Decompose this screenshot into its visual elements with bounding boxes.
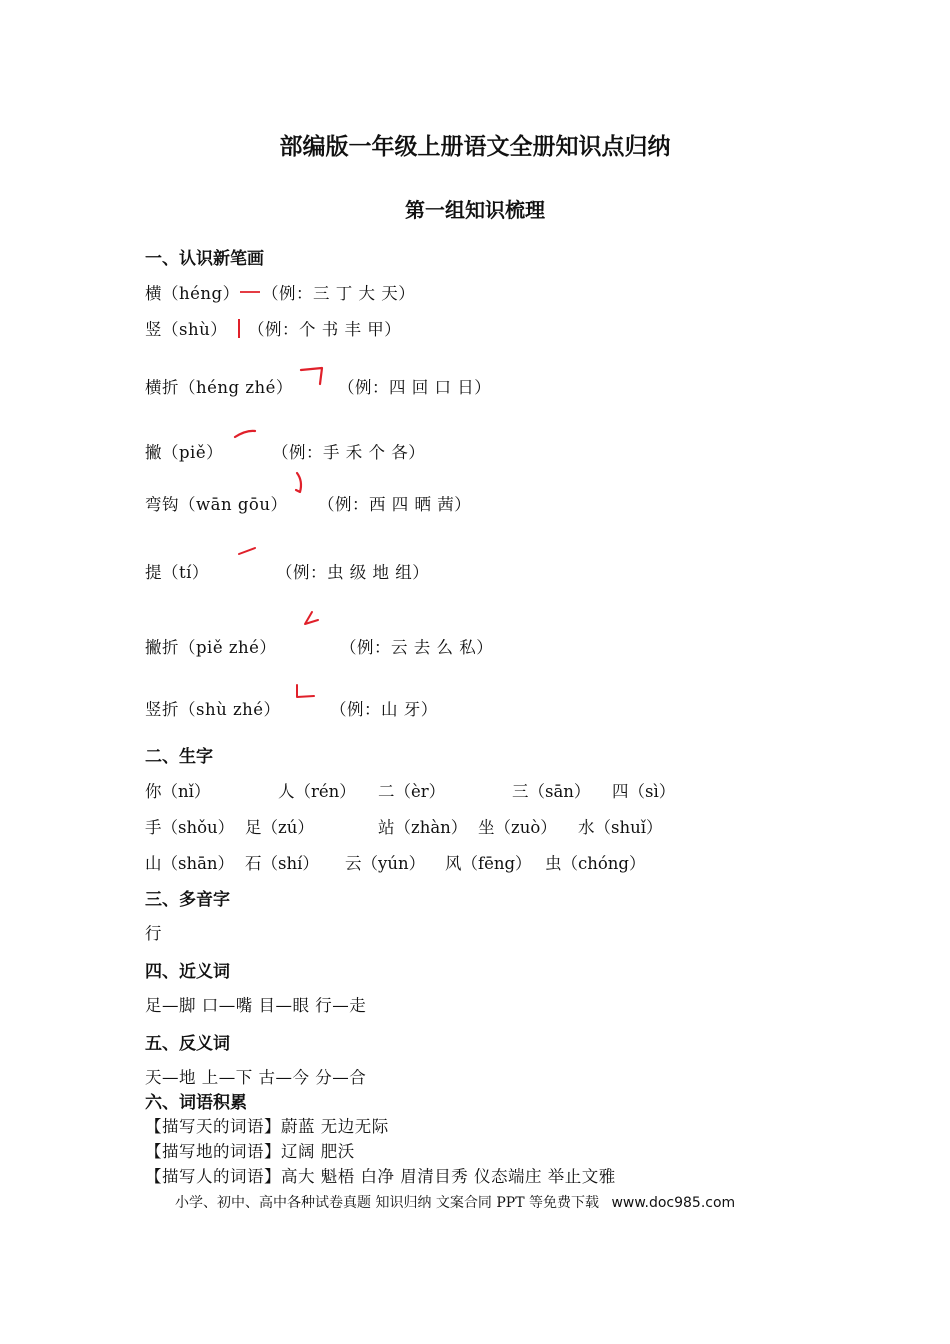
page-subtitle: 第一组知识梳理	[405, 198, 545, 222]
stroke-name: 横（héng）	[145, 284, 240, 303]
stroke-example: （例：山 牙）	[330, 700, 438, 719]
stroke-row-piezhe	[145, 634, 276, 658]
antonym-text: 天—地 上—下 古—今 分—合	[145, 1068, 367, 1087]
polyphone-text: 行	[145, 924, 162, 943]
stroke-example: （例：个 书 丰 甲）	[248, 320, 402, 339]
stroke-example: （例：虫 级 地 组）	[276, 563, 430, 582]
char-cell: 水（shuǐ）	[578, 818, 663, 837]
footer-text: 小学、初中、高中各种试卷真题 知识归纳 文案合同 PPT 等免费下载	[175, 1195, 599, 1211]
char-cell: 二（èr）	[378, 782, 446, 801]
vocab-line: 【描写人的词语】高大 魁梧 白净 眉清目秀 仪态端庄 举止文雅	[145, 1167, 616, 1186]
stroke-row-shuzhe	[145, 696, 281, 720]
page-title: 部编版一年级上册语文全册知识点归纳	[279, 134, 671, 160]
stroke-name: 撇折（piě zhé）	[145, 638, 277, 657]
char-cell: 你（nǐ）	[145, 782, 211, 801]
stroke-piezhe-icon	[300, 609, 322, 631]
section-heading-antonyms: 五、反义词	[145, 1034, 230, 1054]
stroke-example: （例：四 回 口 日）	[338, 378, 492, 397]
section-heading-polyphones: 三、多音字	[145, 890, 230, 910]
stroke-ti-icon	[236, 545, 258, 557]
char-cell: 风（fēng）	[445, 854, 532, 873]
char-cell: 云（yún）	[345, 854, 426, 873]
stroke-row-hengzhe	[145, 374, 293, 398]
char-cell: 虫（chóng）	[545, 854, 646, 873]
stroke-hengzhe-icon	[298, 364, 328, 388]
section-heading-strokes: 一、认识新笔画	[145, 249, 264, 269]
char-cell: 四（sì）	[612, 782, 676, 801]
stroke-name: 竖折（shù zhé）	[145, 700, 281, 719]
stroke-name: 提（tí）	[145, 563, 209, 582]
stroke-row-wangou	[145, 491, 287, 515]
section-heading-new-chars: 二、生字	[145, 747, 213, 767]
stroke-row-ti	[145, 559, 209, 583]
stroke-name: 横折（héng zhé）	[145, 378, 293, 397]
stroke-row-pie	[145, 439, 223, 463]
stroke-heng-icon	[238, 286, 262, 298]
char-cell: 石（shí）	[245, 854, 319, 873]
stroke-example: （例：三 丁 大 天）	[262, 284, 416, 303]
char-cell: 山（shān）	[145, 854, 235, 873]
section-heading-vocab: 六、词语积累	[145, 1093, 247, 1113]
stroke-row-heng	[145, 280, 240, 304]
footer-link[interactable]: www.doc985.com	[611, 1195, 736, 1211]
char-cell: 三（sān）	[512, 782, 591, 801]
char-cell: 足（zú）	[245, 818, 314, 837]
stroke-name: 弯钩（wān gōu）	[145, 495, 288, 514]
stroke-shuzhe-icon	[292, 682, 318, 702]
stroke-example: （例：云 去 么 私）	[340, 638, 494, 657]
stroke-name: 竖（shù）	[145, 320, 228, 339]
stroke-shu-icon	[232, 316, 246, 340]
synonym-text: 足—脚 口—嘴 目—眼 行—走	[145, 996, 367, 1015]
char-cell: 手（shǒu）	[145, 818, 235, 837]
char-cell: 站（zhàn）	[378, 818, 468, 837]
char-cell: 人（rén）	[278, 782, 356, 801]
stroke-example: （例：手 禾 个 各）	[272, 443, 426, 462]
stroke-row-shu	[145, 316, 227, 340]
footer	[175, 1192, 735, 1212]
stroke-example: （例：西 四 晒 茜）	[318, 495, 472, 514]
stroke-pie-icon	[232, 427, 258, 441]
char-cell: 坐（zuò）	[478, 818, 557, 837]
section-heading-synonyms: 四、近义词	[145, 962, 230, 982]
stroke-name: 撇（piě）	[145, 443, 224, 462]
stroke-wangou-icon	[292, 470, 308, 496]
vocab-line: 【描写天的词语】蔚蓝 无边无际	[145, 1117, 389, 1136]
vocab-line: 【描写地的词语】辽阔 肥沃	[145, 1142, 355, 1161]
